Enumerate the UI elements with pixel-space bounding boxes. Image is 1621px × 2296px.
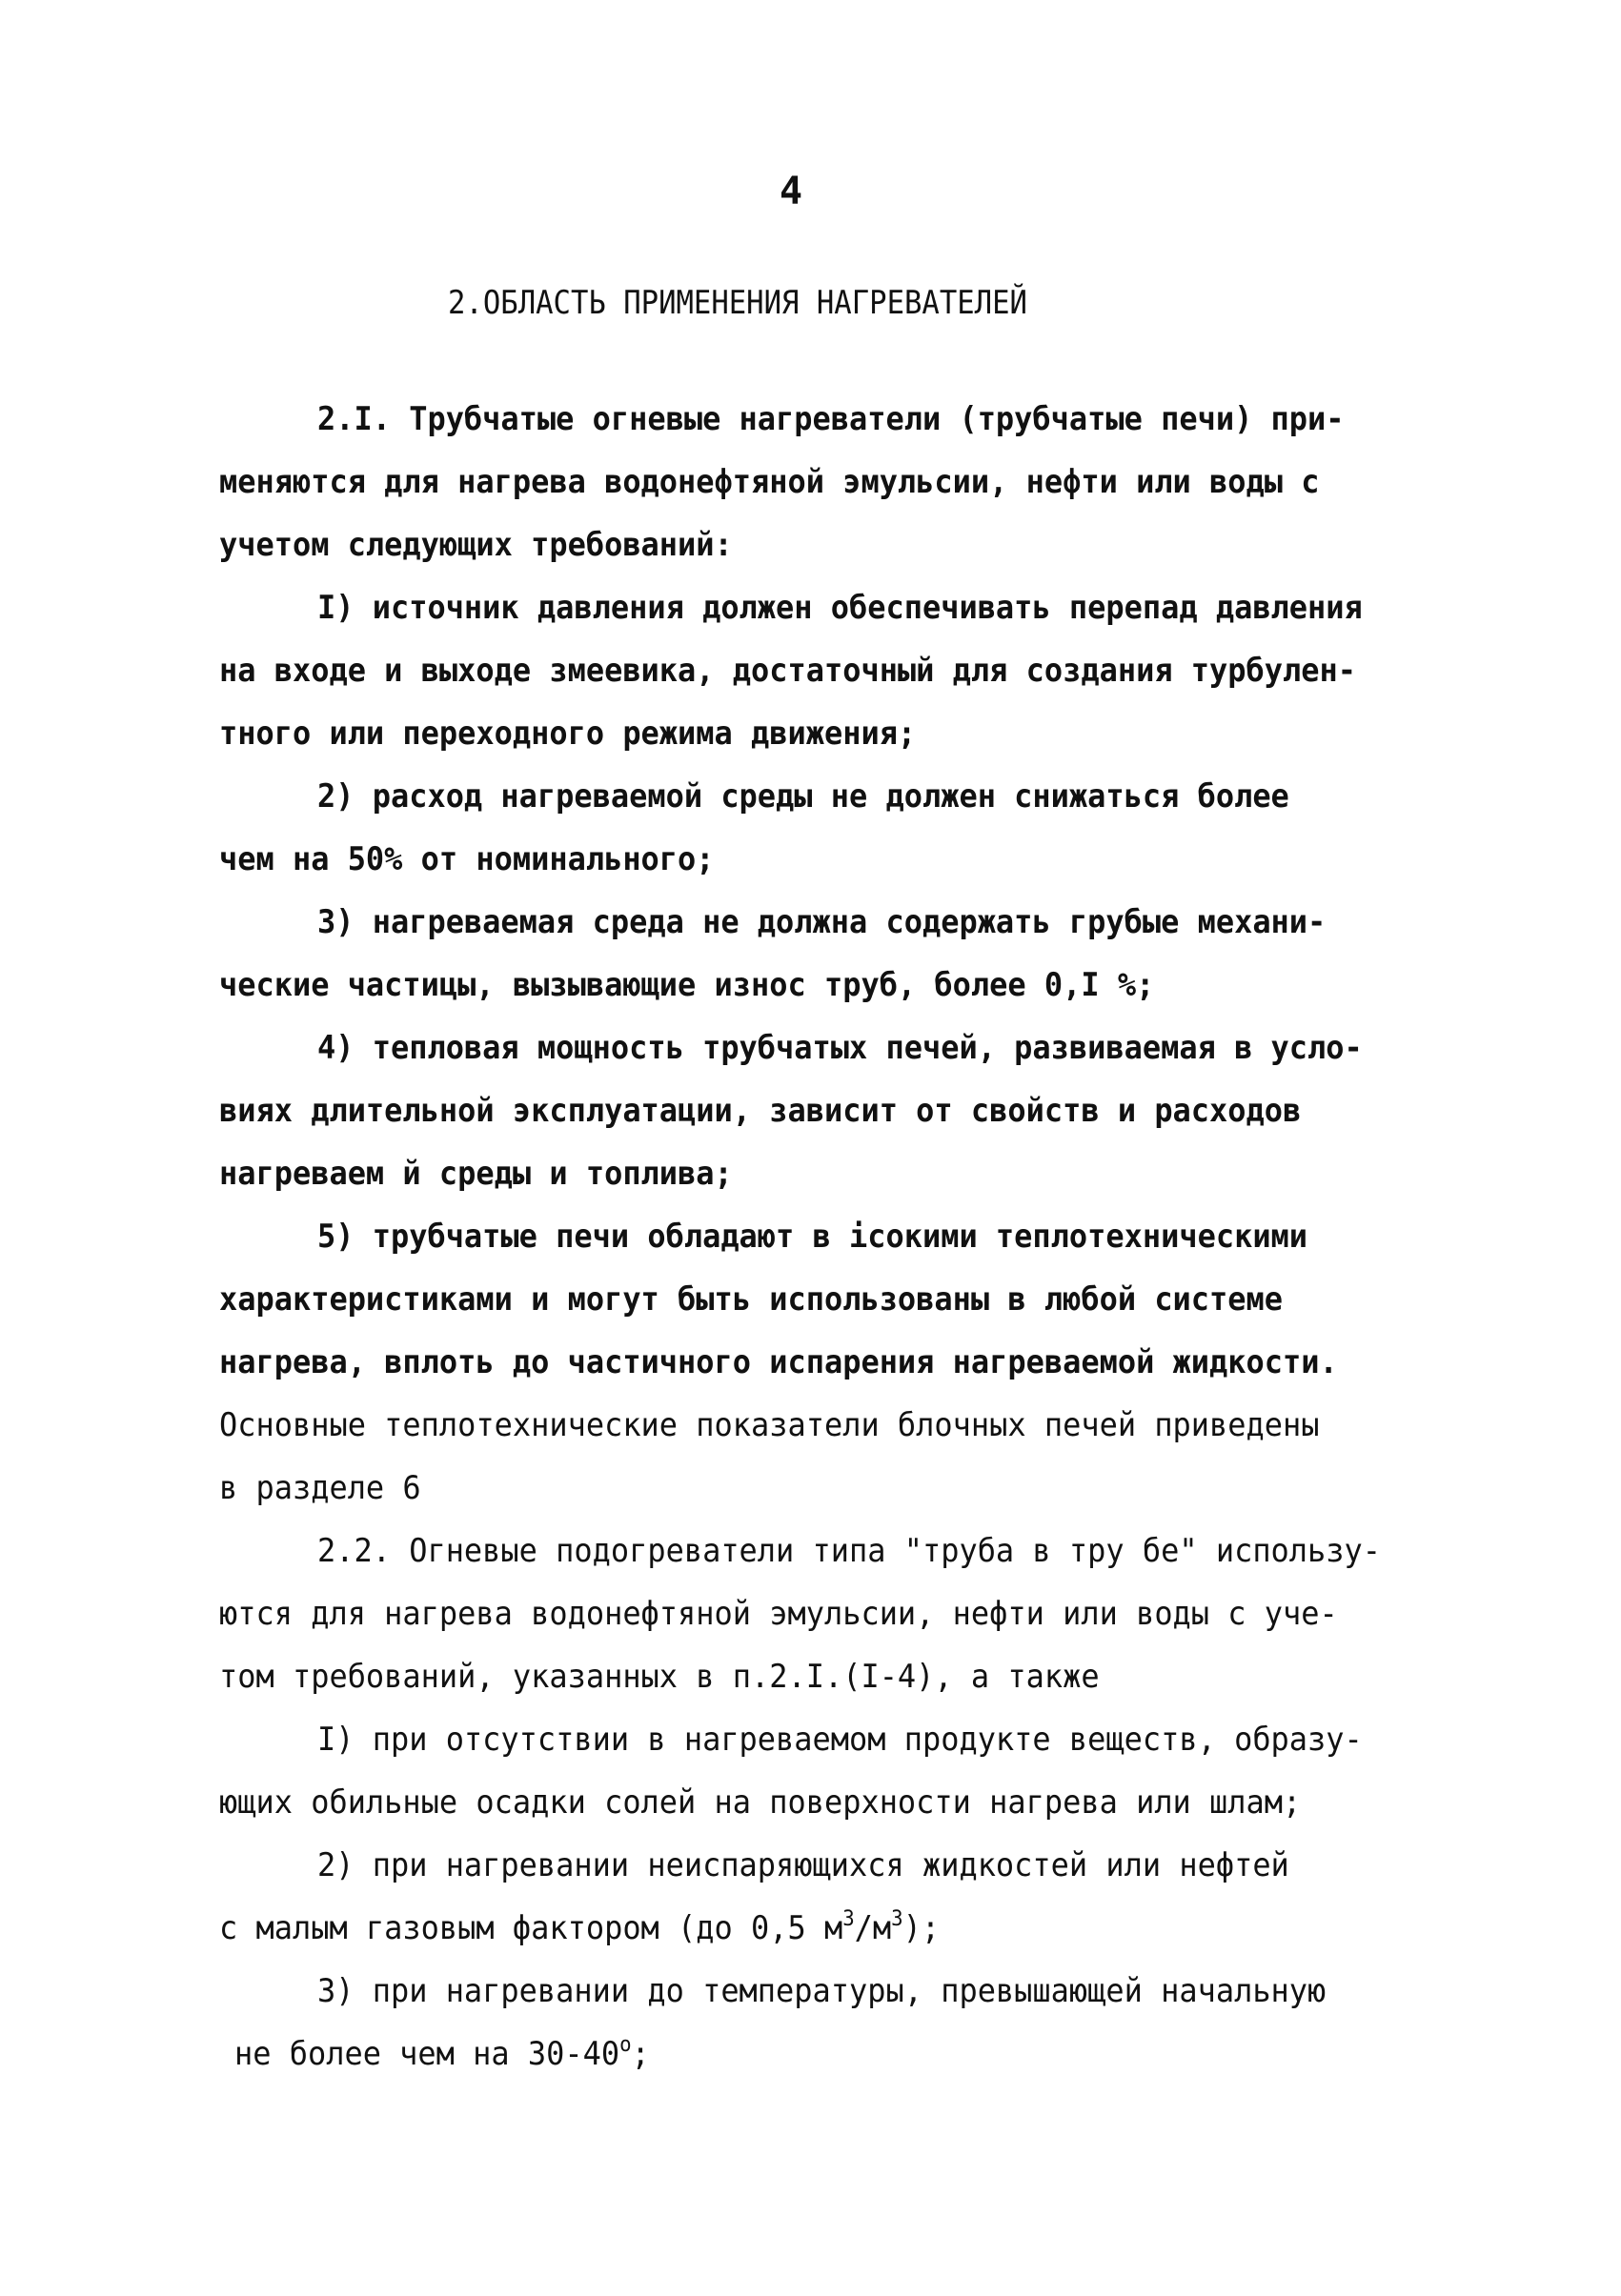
- list-item-line: 3) нагреваемая среда не должна содержать грубые механи-: [317, 903, 1327, 941]
- page-number: 4: [779, 170, 803, 213]
- paragraph-line: 2.I. Трубчатые огневые нагреватели (трубчатые печи) при-: [317, 400, 1345, 438]
- list-item-line: на входе и выходе змеевика, достаточный для создания турбулен-: [219, 652, 1356, 690]
- gas-text-after: );: [902, 1909, 941, 1947]
- paragraph-line: меняются для нагрева водонефтяной эмульсии, нефти или воды с: [219, 463, 1320, 501]
- list-item-line: нагрева, вплоть до частичного испарения нагреваемой жидкости.: [219, 1343, 1338, 1381]
- degree-superscript: о: [619, 2033, 632, 2057]
- list-item-line: ческие частицы, вызывающие износ труб, более 0,I %;: [219, 966, 1155, 1004]
- list-item-line: 4) тепловая мощность трубчатых печей, развиваемая в усло-: [317, 1029, 1363, 1067]
- list-item-line-temperature: [234, 2035, 650, 2073]
- list-item-line-gas-factor: [219, 1909, 940, 1947]
- paragraph-line: учетом следующих требований:: [219, 526, 733, 564]
- temp-text-after: ;: [631, 2035, 650, 2073]
- list-item-line: 3) при нагревании до температуры, превышающей начальную: [317, 1972, 1327, 2010]
- list-item-line: характеристиками и могут быть использованы в любой системе: [219, 1280, 1284, 1319]
- list-item-line: ющих обильные осадки солей на поверхности нагрева или шлам;: [219, 1783, 1302, 1822]
- list-item-line: I) при отсутствии в нагреваемом продукте веществ, образу-: [317, 1721, 1363, 1759]
- temp-text: не более чем на 30-40: [234, 2035, 620, 2073]
- paragraph-line: том требований, указанных в п.2.I.(I-4), а также: [219, 1658, 1100, 1696]
- superscript-3: 3: [842, 1907, 855, 1931]
- list-item-line: 2) при нагревании неиспаряющихся жидкостей или нефтей: [317, 1846, 1289, 1884]
- list-item-line: чем на 50% от номинального;: [219, 840, 715, 878]
- paragraph-line: Основные теплотехнические показатели блочных печей приведены: [219, 1406, 1320, 1444]
- paragraph-line: 2.2. Огневые подогреватели типа "труба в тру бе" использу-: [317, 1532, 1382, 1570]
- list-item-line: 2) расход нагреваемой среды не должен снижаться более: [317, 777, 1289, 816]
- list-item-line: I) источник давления должен обеспечивать перепад давления: [317, 589, 1363, 627]
- section-title: 2.ОБЛАСТЬ ПРИМЕНЕНИЯ НАГРЕВАТЕЛЕЙ: [448, 284, 1027, 322]
- list-item-line: 5) трубчатые печи обладают в ісокими теплотехническими: [317, 1218, 1308, 1256]
- paragraph-line: в разделе 6: [219, 1469, 421, 1507]
- list-item-line: тного или переходного режима движения;: [219, 715, 917, 753]
- gas-text-middle: /м: [854, 1909, 892, 1947]
- gas-text-before: с малым газовым фактором (до 0,5 м: [219, 1909, 843, 1947]
- superscript-3: 3: [891, 1907, 903, 1931]
- list-item-line: нагреваем й среды и топлива;: [219, 1155, 733, 1193]
- list-item-line: виях длительной эксплуатации, зависит от свойств и расходов: [219, 1092, 1302, 1130]
- paragraph-line: ются для нагрева водонефтяной эмульсии, нефти или воды с уче-: [219, 1595, 1338, 1633]
